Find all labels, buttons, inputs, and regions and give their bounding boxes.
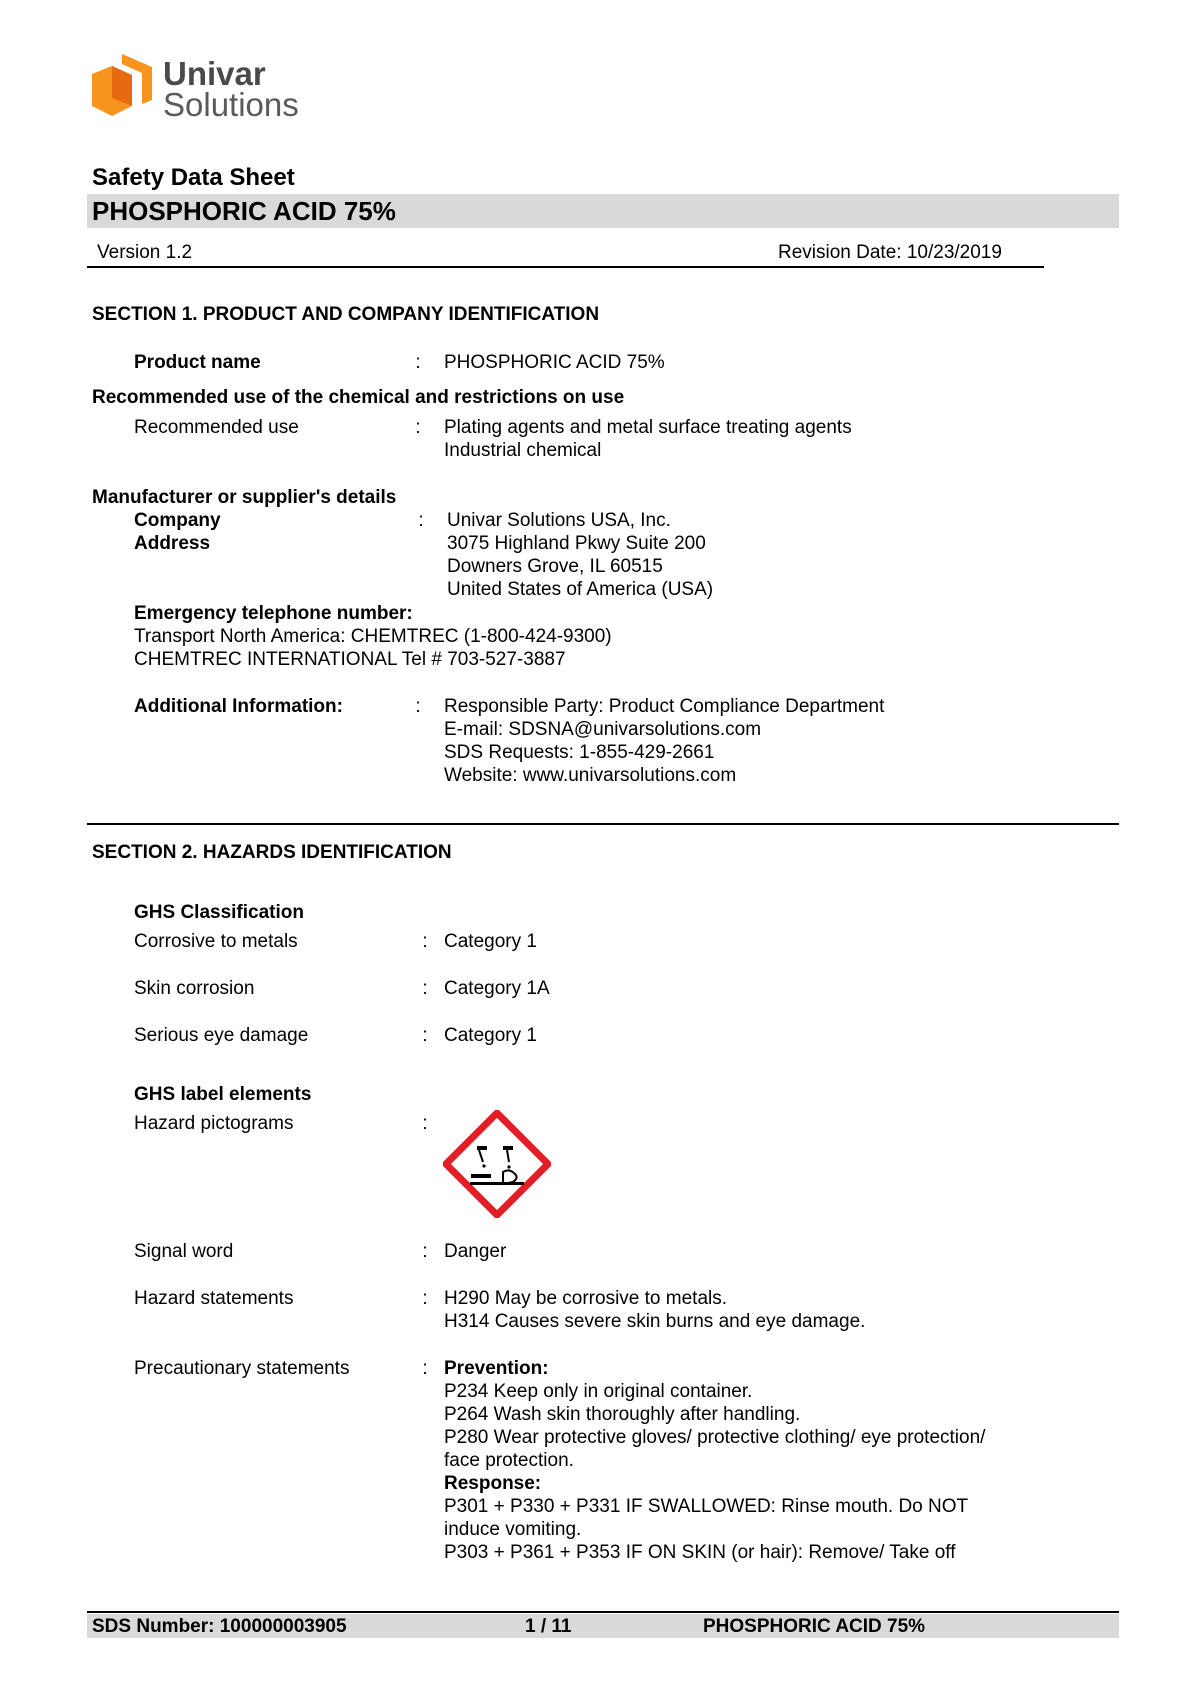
address-line: United States of America (USA) xyxy=(447,579,714,600)
classification-label: Skin corrosion xyxy=(134,978,255,999)
page-number: 1 / 11 xyxy=(525,1616,572,1637)
colon: : xyxy=(422,978,428,999)
emergency-line: CHEMTREC INTERNATIONAL Tel # 703-527-3887 xyxy=(134,649,566,670)
precautionary-statements-label: Precautionary statements xyxy=(134,1358,350,1379)
prevention-line: face protection. xyxy=(444,1450,574,1471)
classification-value: Category 1A xyxy=(444,978,550,999)
recommended-use-values xyxy=(444,416,852,462)
address-label: Address xyxy=(134,533,211,554)
precautionary-statements xyxy=(444,1357,985,1564)
revision-date: Revision Date: 10/23/2019 xyxy=(778,242,1002,263)
corrosion-pictogram-icon xyxy=(443,1110,551,1218)
additional-info-label: Additional Information: xyxy=(134,696,343,717)
website-link[interactable]: Website: www.univarsolutions.com xyxy=(444,765,737,786)
colon: : xyxy=(422,1288,428,1309)
additional-info-line: Responsible Party: Product Compliance Department xyxy=(444,696,885,717)
document-type: Safety Data Sheet xyxy=(92,164,295,191)
sds-number: SDS Number: 100000003905 xyxy=(92,1616,347,1637)
ghs-label-elements-heading: GHS label elements xyxy=(134,1084,312,1105)
sds-requests-line: SDS Requests: 1-855-429-2661 xyxy=(444,742,715,763)
company-label: Company xyxy=(134,510,221,531)
colon: : xyxy=(422,1241,428,1262)
prevention-line: P264 Wash skin thoroughly after handling. xyxy=(444,1404,801,1425)
address-line: Downers Grove, IL 60515 xyxy=(447,556,663,577)
section-divider xyxy=(87,823,1119,825)
response-heading: Response: xyxy=(444,1473,542,1494)
additional-info-values xyxy=(444,695,884,787)
company-values xyxy=(447,509,713,601)
hazard-pictograms-label: Hazard pictograms xyxy=(134,1113,294,1134)
prevention-heading: Prevention: xyxy=(444,1358,549,1379)
recommended-use-line: Industrial chemical xyxy=(444,440,602,461)
header-divider xyxy=(87,266,1044,268)
logo-line-1: Univar xyxy=(163,55,266,92)
product-name-label: Product name xyxy=(134,352,261,373)
ghs-classification-heading: GHS Classification xyxy=(134,902,304,923)
address-line: 3075 Highland Pkwy Suite 200 xyxy=(447,533,706,554)
response-line: P303 + P361 + P353 IF ON SKIN (or hair): Remove/ Take off xyxy=(444,1542,956,1563)
classification-value: Category 1 xyxy=(444,931,537,952)
product-name-value: PHOSPHORIC ACID 75% xyxy=(444,352,665,373)
hazard-statement: H290 May be corrosive to metals. xyxy=(444,1288,728,1309)
prevention-line: P234 Keep only in original container. xyxy=(444,1381,753,1402)
manufacturer-heading: Manufacturer or supplier's details xyxy=(92,487,397,508)
recommended-use-line: Plating agents and metal surface treating agents xyxy=(444,417,852,438)
emergency-line: Transport North America: CHEMTREC (1-800-424-9300) xyxy=(134,626,612,647)
colon: : xyxy=(415,696,421,717)
signal-word-value: Danger xyxy=(444,1241,507,1262)
company-line: Univar Solutions USA, Inc. xyxy=(447,510,671,531)
emergency-label: Emergency telephone number: xyxy=(134,603,413,624)
product-title: PHOSPHORIC ACID 75% xyxy=(92,196,396,226)
prevention-line: P280 Wear protective gloves/ protective clothing/ eye protection/ xyxy=(444,1427,986,1448)
colon: : xyxy=(415,352,421,373)
colon: : xyxy=(422,1025,428,1046)
response-line: P301 + P330 + P331 IF SWALLOWED: Rinse mouth. Do NOT xyxy=(444,1496,969,1517)
colon: : xyxy=(422,1358,428,1379)
section-2-heading: SECTION 2. HAZARDS IDENTIFICATION xyxy=(92,842,452,863)
colon: : xyxy=(415,417,421,438)
emergency-lines xyxy=(134,625,612,671)
colon: : xyxy=(418,510,424,531)
hazard-statements-label: Hazard statements xyxy=(134,1288,294,1309)
colon: : xyxy=(422,931,428,952)
recommended-use-label: Recommended use xyxy=(134,417,299,438)
version: Version 1.2 xyxy=(97,242,193,263)
email-link[interactable]: E-mail: SDSNA@univarsolutions.com xyxy=(444,719,762,740)
univar-logo-icon xyxy=(92,54,156,124)
hazard-statements xyxy=(444,1287,865,1333)
signal-word-label: Signal word xyxy=(134,1241,234,1262)
footer-divider xyxy=(87,1611,1119,1613)
response-line: induce vomiting. xyxy=(444,1519,582,1540)
section-1-heading: SECTION 1. PRODUCT AND COMPANY IDENTIFICATION xyxy=(92,304,600,325)
logo-line-2: Solutions xyxy=(163,86,299,123)
classification-value: Category 1 xyxy=(444,1025,537,1046)
classification-label: Serious eye damage xyxy=(134,1025,309,1046)
footer-product: PHOSPHORIC ACID 75% xyxy=(703,1616,926,1637)
logo-wordmark xyxy=(163,55,299,123)
recommended-use-heading: Recommended use of the chemical and restrictions on use xyxy=(92,387,625,408)
classification-label: Corrosive to metals xyxy=(134,931,298,952)
hazard-statement: H314 Causes severe skin burns and eye damage. xyxy=(444,1311,866,1332)
company-logo xyxy=(92,54,156,124)
colon: : xyxy=(422,1113,428,1134)
